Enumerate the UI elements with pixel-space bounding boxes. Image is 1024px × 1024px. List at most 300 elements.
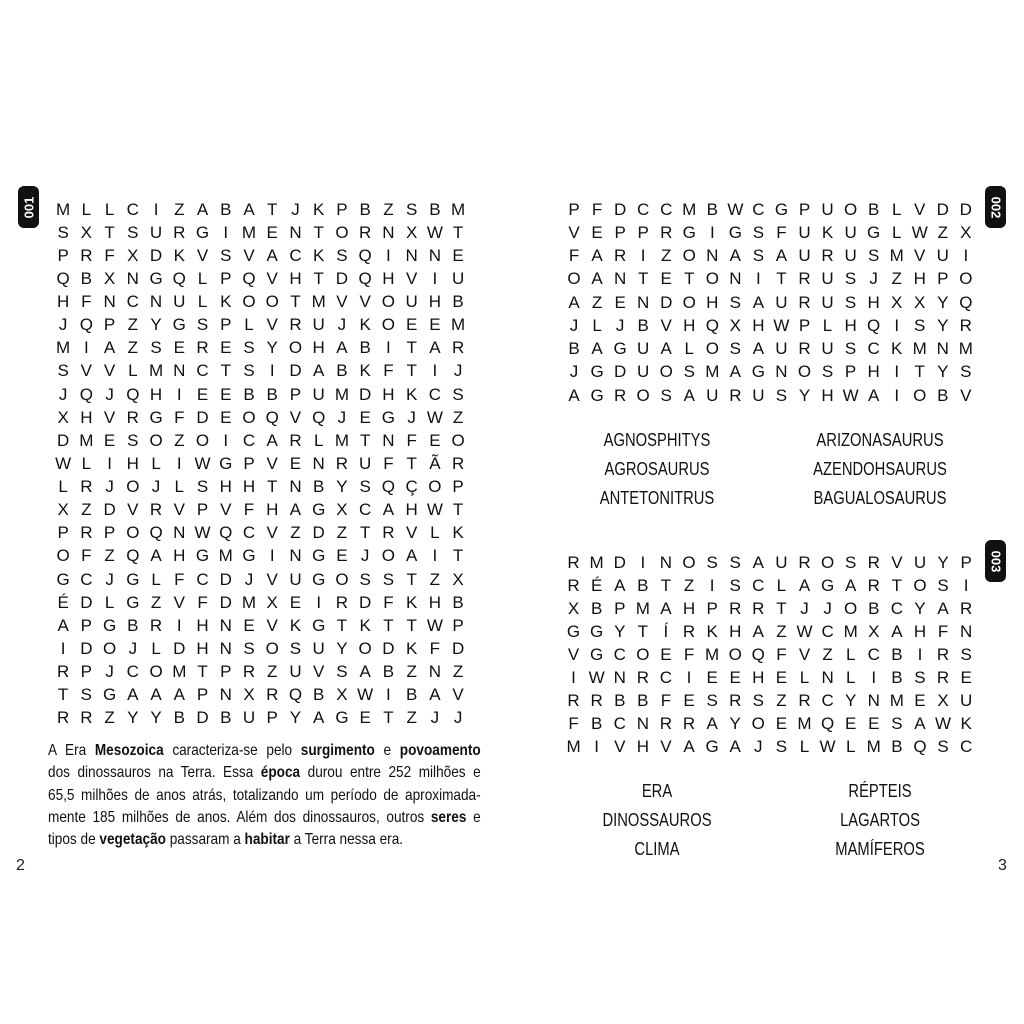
grid-letter: B (590, 713, 603, 733)
grid-letter: U (451, 268, 465, 288)
grid-letter: G (312, 546, 326, 566)
grid-letter: S (844, 292, 857, 312)
grid-letter: Q (913, 736, 927, 756)
grid-letter: I (176, 453, 182, 473)
grid-letter: O (381, 546, 396, 566)
grid-letter: H (867, 362, 880, 382)
grid-letter: H (913, 621, 927, 641)
grid-letter: N (103, 292, 116, 312)
grid-letter: F (937, 621, 949, 641)
grid-letter: F (104, 245, 115, 265)
grid-letter: B (637, 315, 649, 335)
grid-letter: W (773, 315, 790, 335)
grid-letter: L (81, 199, 92, 219)
grid-letter: T (891, 575, 903, 595)
grid-letter: M (912, 339, 927, 359)
grid-letter: N (149, 292, 163, 312)
grid-letter: E (452, 245, 464, 265)
grid-letter: M (334, 430, 350, 450)
grid-letter: O (820, 552, 835, 572)
grid-letter: G (149, 407, 163, 427)
paragraph-text: A Era (48, 742, 95, 759)
grid-letter: N (219, 638, 232, 658)
grid-letter: Q (265, 407, 279, 427)
grid-letter: Z (406, 662, 417, 682)
grid-letter: R (126, 407, 139, 427)
grid-letter: K (960, 713, 972, 733)
grid-letter: R (659, 713, 673, 733)
grid-letter: A (313, 361, 325, 381)
grid-letter: I (432, 268, 438, 288)
grid-letter: T (406, 615, 417, 635)
mesozoic-era-paragraph (48, 740, 481, 851)
grid-letter: K (289, 615, 302, 635)
grid-letter: R (798, 339, 811, 359)
grid-letter: M (635, 598, 650, 618)
grid-letter: C (659, 667, 673, 687)
grid-letter: L (845, 644, 856, 664)
grid-letter: D (103, 500, 116, 520)
grid-letter: C (637, 199, 650, 219)
grid-letter: B (80, 268, 93, 288)
grid-letter: O (149, 430, 163, 450)
grid-letter: V (80, 361, 93, 381)
grid-letter: U (312, 384, 325, 404)
grid-letter: S (243, 361, 255, 381)
grid-letter: E (614, 292, 626, 312)
grid-letter: S (150, 338, 162, 358)
grid-letter: B (127, 615, 139, 635)
grid-letter: Q (358, 268, 372, 288)
grid-letter: B (891, 736, 903, 756)
grid-letter: S (196, 315, 209, 335)
grid-letter: Y (937, 292, 949, 312)
grid-letter: M (889, 246, 904, 266)
grid-letter: B (891, 667, 903, 687)
grid-letter: B (637, 575, 649, 595)
grid-letter: A (173, 685, 185, 705)
grid-letter: A (127, 685, 139, 705)
grid-letter: G (172, 315, 186, 335)
grid-letter: A (405, 546, 418, 566)
grid-letter: V (891, 552, 903, 572)
grid-letter: M (589, 552, 604, 572)
grid-letter: J (58, 315, 68, 335)
grid-letter: H (683, 315, 696, 335)
grid-letter: C (613, 713, 626, 733)
grid-letter: R (682, 621, 696, 641)
grid-letter: X (914, 292, 926, 312)
grid-letter: X (243, 685, 255, 705)
grid-letter: O (843, 199, 858, 219)
grid-letter: Y (289, 708, 302, 728)
word-to-find: DINOSSAUROS (602, 809, 712, 830)
paragraph-text: mente 185 milhões de anos. Além dos dinossauros, outros (48, 808, 431, 826)
grid-letter: D (359, 384, 372, 404)
grid-letter: A (568, 292, 580, 312)
grid-letter: S (844, 269, 857, 289)
grid-letter: I (176, 384, 182, 404)
grid-letter: R (359, 222, 372, 242)
grid-letter: J (869, 269, 878, 289)
grid-letter: Z (891, 269, 902, 289)
grid-letter: D (289, 361, 302, 381)
grid-letter: V (173, 500, 185, 520)
grid-letter: Y (729, 713, 741, 733)
grid-letter: P (452, 477, 464, 497)
grid-letter: F (568, 246, 580, 266)
grid-letter: J (407, 407, 416, 427)
grid-letter: M (148, 361, 164, 381)
grid-letter: I (686, 667, 692, 687)
grid-letter: R (682, 713, 696, 733)
grid-letter: Z (104, 708, 115, 728)
grid-letter: P (937, 269, 949, 289)
grid-letter: T (406, 361, 417, 381)
grid-letter: K (359, 361, 371, 381)
grid-letter: L (845, 667, 856, 687)
grid-letter: O (102, 638, 117, 658)
grid-letter: S (382, 569, 395, 589)
grid-letter: D (80, 638, 93, 658)
grid-letter: D (219, 569, 232, 589)
grid-letter: J (569, 362, 579, 382)
grid-letter: N (173, 523, 186, 543)
grid-letter: M (172, 662, 187, 682)
grid-letter: U (752, 385, 765, 405)
grid-letter: E (220, 407, 232, 427)
grid-letter: W (194, 523, 211, 543)
grid-letter: R (289, 430, 302, 450)
grid-letter: A (266, 430, 278, 450)
grid-letter: I (107, 453, 112, 473)
grid-letter: J (337, 407, 347, 427)
grid-letter: Y (150, 708, 162, 728)
grid-letter: R (798, 269, 811, 289)
grid-letter: C (960, 736, 973, 756)
puzzle-number: 002 (988, 196, 1004, 218)
grid-letter: L (684, 339, 694, 359)
grid-letter: O (567, 269, 581, 289)
grid-letter: G (219, 453, 233, 473)
grid-letter: B (173, 708, 185, 728)
grid-letter: P (336, 199, 348, 219)
grid-letter: F (81, 546, 92, 566)
grid-letter: I (432, 361, 438, 381)
page-number-left: 2 (16, 857, 25, 874)
grid-letter: C (660, 199, 673, 219)
puzzle-number-badge (18, 186, 39, 228)
grid-letter: S (660, 385, 672, 405)
grid-letter: B (452, 292, 464, 312)
grid-letter: D (173, 638, 186, 658)
grid-letter: J (244, 569, 254, 589)
grid-letter: N (126, 268, 139, 288)
grid-letter: W (819, 736, 836, 756)
grid-letter: I (963, 575, 969, 595)
grid-letter: B (313, 685, 325, 705)
grid-letter: M (56, 199, 71, 219)
grid-letter: R (56, 708, 70, 728)
grid-letter: T (267, 199, 278, 219)
grid-letter: R (636, 667, 649, 687)
grid-letter: S (867, 246, 880, 266)
grid-letter: Z (429, 569, 441, 589)
grid-letter: L (104, 592, 115, 612)
grid-letter: P (289, 384, 302, 404)
grid-letter: U (821, 292, 834, 312)
grid-letter: S (336, 662, 348, 682)
grid-letter: X (729, 315, 742, 335)
grid-letter: K (706, 621, 718, 641)
grid-letter: E (775, 667, 788, 687)
grid-letter: I (571, 667, 576, 687)
grid-letter: V (220, 500, 232, 520)
grid-letter: U (844, 222, 857, 242)
grid-letter: X (57, 407, 69, 427)
grid-letter: L (151, 569, 161, 589)
grid-letter: B (614, 690, 626, 710)
grid-letter: G (590, 385, 604, 405)
grid-letter: G (312, 569, 326, 589)
grid-letter: E (729, 667, 741, 687)
grid-letter: W (588, 667, 605, 687)
grid-letter: M (451, 199, 466, 219)
grid-letter: H (428, 592, 441, 612)
grid-letter: G (774, 199, 789, 219)
grid-letter: S (243, 338, 255, 358)
grid-letter: L (174, 477, 185, 497)
grid-letter: N (289, 222, 302, 242)
puzzle-number: 001 (21, 196, 37, 218)
grid-letter: B (590, 598, 603, 618)
paragraph-text: a Terra nessa era. (289, 831, 404, 849)
grid-letter: Q (381, 477, 396, 497)
grid-letter: B (429, 199, 441, 219)
grid-letter: S (220, 245, 232, 265)
grid-letter: L (592, 315, 602, 335)
grid-letter: K (313, 199, 325, 219)
grid-letter: N (428, 662, 441, 682)
grid-letter: Ç (405, 477, 418, 497)
highlighted-word: vegetação (99, 831, 166, 849)
grid-letter: G (867, 222, 881, 242)
grid-letter: J (453, 361, 463, 381)
grid-letter: Q (242, 268, 256, 288)
grid-letter: A (914, 713, 926, 733)
grid-letter: S (914, 667, 926, 687)
grid-letter: L (197, 292, 208, 312)
grid-letter: I (153, 199, 159, 219)
grid-letter: C (867, 644, 880, 664)
grid-letter: I (894, 315, 900, 335)
paragraph-line (48, 785, 481, 807)
grid-letter: U (242, 708, 256, 728)
paragraph-text: e (466, 808, 481, 826)
grid-letter: A (937, 598, 949, 618)
grid-letter: F (174, 407, 185, 427)
grid-letter: F (383, 453, 394, 473)
grid-letter: W (842, 385, 859, 405)
grid-letter: R (80, 245, 93, 265)
grid-letter: T (220, 361, 231, 381)
grid-letter: E (336, 546, 348, 566)
grid-letter: H (706, 292, 719, 312)
grid-letter: A (752, 621, 764, 641)
grid-letter: X (868, 621, 880, 641)
grid-letter: G (56, 569, 70, 589)
grid-letter: B (359, 338, 371, 358)
grid-letter: P (220, 315, 232, 335)
grid-letter: S (752, 246, 765, 266)
grid-letter: L (313, 430, 324, 450)
grid-letter: R (867, 575, 880, 595)
grid-letter: Q (705, 315, 719, 335)
grid-letter: X (266, 592, 278, 612)
grid-letter: U (844, 246, 857, 266)
grid-letter: H (913, 269, 926, 289)
grid-letter: K (359, 615, 371, 635)
grid-letter: Q (56, 268, 70, 288)
grid-letter: I (60, 638, 66, 658)
word-to-find: AZENDOHSAURUS (813, 458, 947, 479)
grid-letter: P (196, 685, 209, 705)
grid-letter: A (150, 546, 162, 566)
highlighted-word: habitar (244, 831, 290, 849)
grid-letter: P (80, 615, 93, 635)
grid-letter: R (613, 246, 627, 266)
grid-letter: A (289, 500, 302, 520)
grid-letter: P (614, 598, 626, 618)
grid-letter: P (568, 199, 580, 219)
grid-letter: A (729, 362, 742, 382)
grid-letter: Z (776, 621, 787, 641)
grid-letter: J (291, 199, 300, 219)
grid-letter: K (452, 523, 464, 543)
grid-letter: T (290, 292, 301, 312)
grid-letter: A (775, 246, 788, 266)
grid-letter: G (126, 569, 140, 589)
grid-letter: Y (266, 338, 278, 358)
grid-letter: É (57, 592, 69, 612)
grid-letter: E (103, 430, 116, 450)
grid-letter: R (80, 708, 93, 728)
grid-letter: O (126, 523, 140, 543)
grid-letter: A (867, 385, 880, 405)
grid-letter: V (336, 292, 348, 312)
grid-letter: H (752, 315, 765, 335)
grid-letter: S (752, 690, 764, 710)
grid-letter: I (269, 361, 275, 381)
grid-letter: Q (79, 384, 93, 404)
grid-letter: A (798, 575, 811, 595)
grid-letter: L (128, 361, 138, 381)
grid-letter: J (105, 662, 114, 682)
grid-letter: O (242, 292, 256, 312)
grid-letter: N (960, 621, 973, 641)
grid-letter: S (706, 690, 718, 710)
grid-letter: V (266, 268, 278, 288)
grid-letter: D (56, 430, 70, 450)
grid-letter: N (312, 453, 325, 473)
grid-letter: T (406, 569, 417, 589)
grid-letter: N (289, 477, 302, 497)
grid-letter: C (890, 598, 903, 618)
grid-letter: R (567, 575, 580, 595)
word-search-grid (562, 551, 978, 758)
grid-letter: O (636, 644, 650, 664)
grid-letter: E (243, 615, 255, 635)
grid-letter: A (243, 199, 255, 219)
grid-letter: H (126, 453, 139, 473)
grid-letter: A (429, 338, 441, 358)
grid-letter: I (917, 644, 923, 664)
grid-letter: J (360, 546, 370, 566)
grid-letter: U (775, 292, 788, 312)
grid-letter: M (56, 338, 71, 358)
grid-letter: B (637, 690, 649, 710)
grid-letter: Z (104, 546, 115, 566)
grid-letter: E (359, 407, 371, 427)
grid-letter: Q (79, 315, 93, 335)
grid-letter: Z (81, 500, 92, 520)
grid-letter: E (289, 592, 302, 612)
grid-letter: V (289, 407, 302, 427)
grid-letter: P (452, 615, 464, 635)
grid-letter: G (195, 546, 210, 566)
grid-letter: R (729, 385, 742, 405)
grid-letter: D (149, 245, 163, 265)
grid-letter: V (567, 644, 580, 664)
grid-letter: M (79, 430, 94, 450)
grid-letter: V (266, 615, 278, 635)
grid-letter: T (313, 268, 324, 288)
grid-letter: S (775, 385, 788, 405)
grid-letter: O (913, 575, 927, 595)
grid-letter: B (405, 685, 418, 705)
grid-letter: C (821, 621, 834, 641)
grid-letter: H (266, 500, 279, 520)
grid-letter: R (729, 690, 742, 710)
grid-letter: E (706, 667, 718, 687)
grid-letter: G (312, 500, 326, 520)
paragraph-line (48, 807, 481, 829)
grid-letter: L (891, 199, 902, 219)
grid-letter: B (937, 385, 949, 405)
grid-letter: H (405, 500, 418, 520)
grid-letter: H (729, 621, 742, 641)
puzzle-number: 003 (988, 550, 1004, 572)
grid-letter: L (822, 315, 833, 335)
grid-letter: J (754, 736, 763, 756)
grid-letter: B (243, 384, 255, 404)
grid-letter: R (867, 552, 880, 572)
grid-letter: O (705, 269, 719, 289)
grid-letter: E (405, 315, 418, 335)
grid-letter: V (359, 292, 371, 312)
grid-letter: T (359, 523, 371, 543)
grid-letter: F (243, 500, 255, 520)
grid-letter: A (429, 685, 441, 705)
grid-letter: V (614, 736, 626, 756)
grid-letter: H (428, 292, 441, 312)
grid-letter: S (127, 222, 139, 242)
grid-letter: I (269, 546, 275, 566)
grid-letter: U (706, 385, 719, 405)
grid-letter: I (709, 222, 715, 242)
grid-letter: O (195, 430, 210, 450)
word-to-find: ERA (641, 780, 673, 801)
